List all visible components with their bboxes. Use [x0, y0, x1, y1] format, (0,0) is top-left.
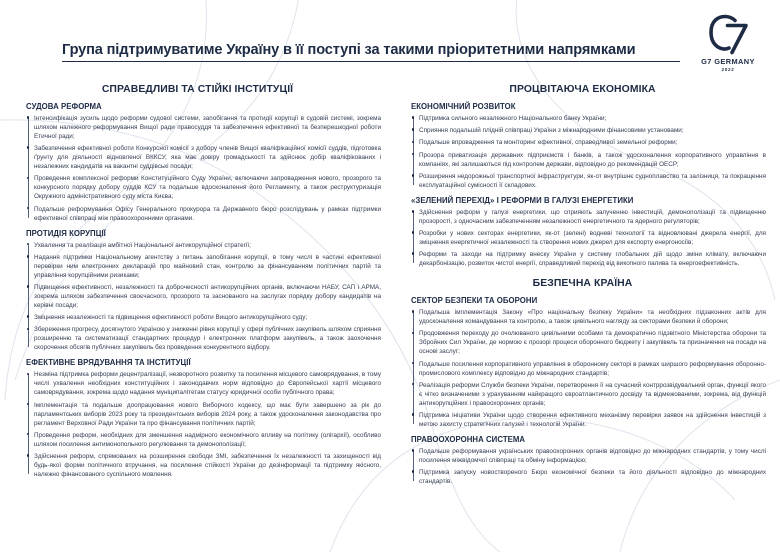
bullet-text: Реалізація реформи Служби безпеки України, перетворення її на сучасний контррозвідувальний орган, функції якого є чітко визначеними з урахуванням найкращого євроатлантичного досвіду та відмежованими, зокрема, від функцій антикорупційних і правоохоронних органів;: [419, 381, 766, 407]
bullet-item: [419, 126, 768, 135]
bullet-item: [419, 172, 768, 190]
bullet-text: Подальше реформування Офісу Генерального прокурора та Державного бюро розслідувань у рамках підтримки ефективної співпраці між правоохоронними органами.: [34, 205, 381, 222]
bullet-item: [419, 360, 768, 378]
pillar-title: СПРАВЕДЛИВІ ТА СТІЙКІ ІНСТИТУЦІЇ: [101, 84, 294, 95]
bullet-item: [34, 144, 383, 171]
bullet-item: [419, 250, 768, 268]
page-header: [0, 0, 780, 78]
bullet-text: Розробки у нових секторах енергетики, як-от (зелені) водневі технології та відновлювані джерела енергії, для зміцнення енергетичної незалежності та створення нових джерел для експорту енергоносіїв;: [419, 229, 766, 246]
bullet-text: Зміцнення незалежності та підвищення ефективності роботи Вищого антикорупційного суду;: [34, 314, 308, 322]
pillar-title: БЕЗПЕЧНА КРАЇНА: [532, 278, 633, 290]
left-sections: [12, 102, 383, 479]
left-column: [12, 82, 383, 492]
bullet-item: [419, 468, 768, 486]
bullet-item: [34, 205, 383, 223]
bullet-text: Імплементація та подальше доопрацювання нового Виборчого кодексу, що має бути завершено за рік до парламентських виборів 2023 року та президентських виборів 2024 року, а також удосконалення законодавства про регламент Верховної Ради України та про фінансування політичних партій;: [34, 401, 381, 427]
bullet-item: [34, 174, 383, 201]
bullet-item: [419, 229, 768, 247]
bullet-item: [419, 447, 768, 465]
bullet-text: Підтримка ініціативи України щодо створення ефективного механізму перевірки заявок на здійснення інвестицій з метою захисту стратегічних галузей і технологій України.: [419, 411, 766, 428]
bullet-list: [397, 114, 768, 190]
bullet-text: Подальше реформування українських правоохоронних органів відповідно до міжнародних стандартів, у тому числі посилення міжвідомчої співпраці та обміну інформацією;: [419, 447, 766, 464]
section-heading: ЕФЕКТИВНЕ ВРЯДУВАННЯ ТА ІНСТИТУЦІЇ: [26, 358, 191, 368]
bullet-item: [419, 151, 768, 169]
bullet-item: [34, 114, 383, 141]
section-heading: «ЗЕЛЕНИЙ ПЕРЕХІД» І РЕФОРМИ В ГАЛУЗІ ЕНЕРГЕТИКИ: [411, 195, 634, 205]
bullet-item: [419, 381, 768, 408]
bullet-item: [34, 253, 383, 280]
bullet-item: [419, 138, 768, 147]
bullet-text: Здійснення реформ у галузі енергетики, що сприяють залученню інвестицій, демонополізації та підвищенню прозорості, з одночасним забезпеченням незалежності енергетичного та ядерного регуляторів;: [419, 208, 766, 225]
bullet-item: [419, 308, 768, 326]
bullet-text: Підтримка сильного незалежного Національного банку України;: [419, 115, 607, 122]
logo-name: G7 GERMANY: [701, 57, 755, 66]
bullet-item: [419, 208, 768, 226]
bullet-item: [34, 313, 383, 322]
bullet-list: [397, 308, 768, 429]
right-pillars: [397, 84, 768, 486]
bullet-text: Підтримка запуску новоствореного Бюро економічної безпеки та його діяльності відповідно до міжнародних стандартів.: [419, 469, 766, 486]
pillar-1: [397, 84, 768, 268]
bullet-text: Сприяння подальшій плідній співпраці України з міжнародними фінансовими установами;: [419, 127, 684, 135]
section-heading: ПРОТИДІЯ КОРУПЦІЇ: [26, 228, 106, 238]
bullet-text: Продовження переходу до очолюваного цивільними особами та демократично підзвітного Міністерства оборони та Збройних Сил України, де нормою є прозорі процеси оборонного бюджету і закупівель та призначення на посади на основі заслуг;: [419, 330, 766, 356]
bullet-text: Подальше посилення корпоративного управління в оборонному секторі в рамках ширшого реформування оборонно-промислового комплексу відповідно до міжнародних стандартів;: [419, 360, 766, 377]
bullet-text: Незміна підтримка реформи децентралізації, незворотного розвитку та посилення місцевого самоврядування, в тому числі ухвалення необхідних конституційних і законодавчих норм відповідно до Європейської хартії місцевого самоврядування, зокрема щодо надання муніципалітетам статусу юридичної особи публічного права;: [34, 371, 381, 397]
section-heading: СЕКТОР БЕЗПЕКИ ТА ОБОРОНИ: [411, 296, 538, 306]
bullet-list: [397, 447, 768, 486]
bullet-text: Прозора приватизація державних підприємств і банків, а також удосконалення корпоративного управління в компаніях, які залишаються під контролем держави, відповідно до рекомендацій ОЕСР;: [419, 151, 766, 168]
g7-germany-logo: [690, 13, 766, 72]
bullet-item: [34, 401, 383, 428]
bullet-text: Здійснення реформ, спрямованих на розширення свободи ЗМІ, забезпечення їх незалежності та захищеності від будь-якої форми політичного втручання, на посилення стійкості України до дезінформації та підтримку якісного, належно фінансованого суспільного мовлення.: [34, 452, 381, 478]
pillar-fair-resilient-institutions: [12, 84, 383, 479]
bullet-text: Надання підтримки Національному агентству з питань запобігання корупції, в тому числі в частині ефективної перевірки ним електронних декларацій про майновий стан, контролю за фінансуванням політичних партій та управління корупційними ризиками;: [34, 253, 381, 279]
bullet-text: Реформи та заходи на підтримку внеску України у систему глобальних дій щодо зміни клімату, включаючи декарбонізацію, розвиток чистої енергії, справедливий перехід від викопного палива та енергоефективність.: [419, 251, 766, 268]
bullet-text: Збереження прогресу, досягнутого Україною у зниженні рівня корупції у сфері публічних закупівель шляхом сприяння розширенню та систематизації стандартних процедур і електронних платформ закупівель, а також заохочення скорочення обсягів публічних закупівель без проведення конкурентного відбору.: [34, 326, 381, 352]
bullet-list: [397, 208, 768, 268]
section-heading: ПРАВООХОРОННА СИСТЕМА: [411, 434, 526, 444]
section-heading: СУДОВА РЕФОРМА: [26, 102, 102, 111]
logo-year: 2022: [721, 67, 735, 72]
bullet-text: Подальше впровадження та моніторинг ефективної, справедливої земельної реформи;: [419, 139, 678, 147]
bullet-text: Розширення недорожньої транспортної інфраструктури, як-от внутрішнє судноплавство та залізниця, та покращення експлуатаційної сумісності її складових.: [419, 172, 766, 189]
bullet-text: Інтенсифікація зусиль щодо реформи судової системи, запобігання та протидії корупції в судовій системі, зокрема шляхом належного реформування Вищої ради правосуддя та забезпечення ефективної та безперешкодної роботи Етичної ради;: [34, 115, 381, 140]
bullet-text: Ухвалення та реалізація амбітної Національної антикорупційної стратегії;: [34, 241, 251, 249]
right-column: [397, 82, 768, 492]
bullet-item: [34, 370, 383, 397]
bullet-text: Проведення комплексної реформи Конституційного Суду України, включаючи запровадження нового, прозорого та конкурсного порядку добору суддів КСУ та подальше вдосконалення його Регламенту, а також реструктуризація Окружного адміністративного суду міста Києва;: [34, 175, 381, 201]
bullet-list: [12, 114, 383, 223]
pillar-2: [397, 278, 768, 486]
bullet-item: [419, 114, 768, 123]
bullet-list: [12, 370, 383, 479]
bullet-item: [34, 241, 383, 250]
bullet-text: Забезпечення ефективної роботи Конкурсної комісії з добору членів Вищої кваліфікаційної комісії суддів, підготовка ґрунту для діяльності відновленої ВККСУ, яка має довіру громадськості та здійснює добір кваліфікованих і незалежних кандидатів на вакантні суддівські посади;: [34, 145, 381, 171]
bullet-item: [34, 325, 383, 352]
bullet-item: [34, 283, 383, 310]
pillar-title: ПРОЦВІТАЮЧА ЕКОНОМІКА: [509, 84, 656, 95]
section-heading: ЕКОНОМІЧНИЙ РОЗВИТОК: [411, 102, 516, 111]
bullet-item: [419, 329, 768, 356]
bullet-text: Подальша імплементація Закону «Про національну безпеку України» та необхідних підзаконних актів для удосконалення командування та контролю, а також цивільного нагляду за секторами безпеки й оборони;: [419, 309, 766, 326]
page-title: Група підтримуватиме Україну в її поступі за такими пріоритетними напрямками: [62, 42, 636, 58]
bullet-text: Проведення реформ, необхідних для зменшення надмірного економічного впливу на політику (олігархії), особливо шляхом посилення антимонопольного регулювання та демонополізації;: [34, 431, 381, 448]
g7-monogram-icon: [705, 13, 751, 55]
page-title-underline: [62, 42, 680, 62]
bullet-text: Підвищення ефективності, незалежності та доброчесності антикорупційних органів, включаючи НАБУ, САП і АРМА, зокрема шляхом забезпечення своєчасного, прозорого та заснованого на заслугах порядку добору кандидатів на керівні посади;: [34, 283, 381, 309]
bullet-item: [419, 411, 768, 429]
bullet-item: [34, 452, 383, 479]
bullet-list: [12, 241, 383, 353]
bullet-item: [34, 431, 383, 449]
content-columns: [0, 78, 780, 492]
